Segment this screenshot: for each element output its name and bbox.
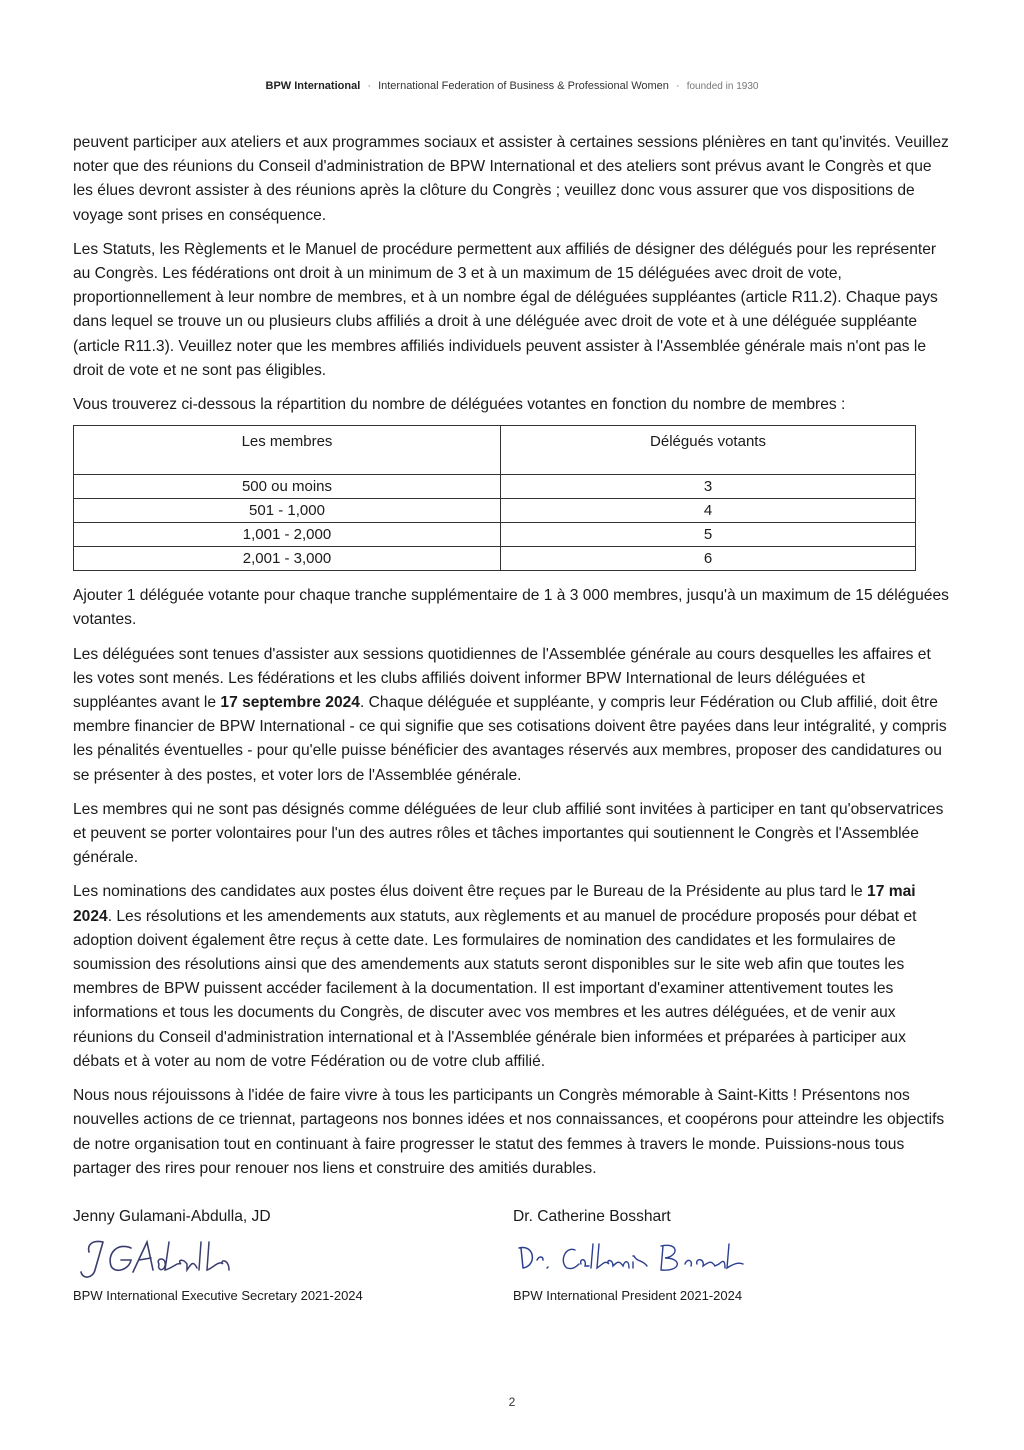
letter-body [73,131,953,1191]
paragraph-4: Ajouter 1 déléguée votante pour chaque tranche supplémentaire de 1 à 3 000 membres, jusqu'à un maximum de 15 déléguées votantes. [73,587,949,629]
paragraph-5-text-a: Les déléguées sont tenues d'assister aux sessions quotidiennes de l'Assemblée générale au cours desquelles les affaires et les votes sont menés. Les fédérations et les clubs affiliés doivent informer BPW International de leurs déléguées et suppléantes avant le [73,645,931,712]
table-cell-members: 1,001 - 2,000 [74,523,501,547]
paragraph-7-text-a: Les nominations des candidates aux postes élus doivent être reçues par le Bureau de la Présidente au plus tard le [73,883,868,901]
table-cell-delegates: 3 [501,475,916,499]
paragraph-6: Les membres qui ne sont pas désignés comme déléguées de leur club affilié sont invitées à participer en tant qu'observatrices et peuvent se porter volontaires pour l'un des autres rôles et tâches importantes qui soutiennent le Congrès et l'Assemblée générale. [73,800,944,867]
signatory-title-right: BPW International President 2021-2024 [513,1288,743,1303]
deadline-nominations: 17 mai 2024 [73,883,916,925]
table-cell-delegates: 6 [501,547,916,571]
table-cell-members: 500 ou moins [74,475,501,499]
paragraph-5 [73,643,953,788]
table-cell-delegates: 4 [501,499,916,523]
table-header-row [74,426,916,475]
table-row [74,547,916,571]
paragraph-3: Vous trouverez ci-dessous la répartition du nombre de déléguées votantes en fonction du nombre de membres : [73,396,846,414]
paragraph-2: Les Statuts, les Règlements et le Manuel de procédure permettent aux affiliés de désigner des délégués pour les représenter au Congrès. Les fédérations ont droit à un minimum de 3 et à un maximum de 15 déléguées avec droit de vote, proportionnellement à leur nombre de membres, et à un nombre égal de déléguées suppléantes (article R11.2). Chaque pays dans lequel se trouve un ou plusieurs clubs affiliés a droit à une déléguée avec droit de vote et à une déléguée suppléante (article R11.3). Veuillez noter que les membres affiliés individuels peuvent assister à l'Assemblée générale mais n'ont pas le droit de vote et ne sont pas éligibles. [73,240,938,379]
header-separator-1: · [367,80,371,92]
table-cell-members: 501 - 1,000 [74,499,501,523]
signatory-title-left: BPW International Executive Secretary 2021-2024 [73,1288,363,1303]
header-separator-2: · [675,80,680,92]
signature-right [513,1208,753,1303]
signature-left [73,1208,363,1303]
signatory-name-right: Dr. Catherine Bosshart [513,1208,671,1225]
table-cell-members: 2,001 - 3,000 [74,547,501,571]
paragraph-7 [73,880,953,1074]
delegates-table [73,425,916,571]
signatory-name-left: Jenny Gulamani-Abdulla, JD [73,1208,271,1225]
table-header-delegates: Délégués votants [501,426,916,475]
paragraph-1: peuvent participer aux ateliers et aux programmes sociaux et assister à certaines sessions plénières en tant qu'invités. Veuillez noter que des réunions du Conseil d'administration de BPW International et des ateliers sont prévus avant le Congrès et que les élues devront assister à des réunions après la clôture du Congrès ; veuillez donc vous assurer que vos dispositions de voyage sont prises en conséquence. [73,134,949,224]
handwritten-signature-left [73,1234,253,1284]
table-cell-delegates: 5 [501,523,916,547]
header-full-name: International Federation of Business & Professional Women [378,80,669,92]
paragraph-5-text-b: . Chaque déléguée et suppléante, y compris leur Fédération ou Club affilié, doit être membre financier de BPW International - ce qui signifie que ses cotisations doivent être payées dans leur intégralité, y compris les pénalités éventuelles - pour qu'elle puisse bénéficier des avantages réservés aux membres, proposer des candidatures ou se présenter à des postes, et voter lors de l'Assemblée générale. [73,694,947,784]
header-founded: founded in 1930 [686,81,759,92]
handwritten-signature-right [513,1234,753,1284]
paragraph-7-text-b: . Les résolutions et les amendements aux statuts, aux règlements et au manuel de procédure proposés pour débat et adoption doivent également être reçus à cette date. Les formulaires de nomination des candidates et les formulaires de soumission des résolutions ainsi que des amendements aux statuts seront disponibles sur le site web afin que toutes les membres de BPW puissent accéder facilement à la documentation. Il est important d'examiner attentivement toutes les informations et tous les documents du Congrès, de discuter avec vos membres et les autres déléguées, et de venir aux réunions du Conseil d'administration international et à l'Assemblée générale bien informées et préparées à participer aux débats et à voter au nom de votre Fédération ou de votre club affilié. [73,907,917,1070]
table-row [74,523,916,547]
table-row [74,475,916,499]
paragraph-8: Nous nous réjouissons à l'idée de faire vivre à tous les participants un Congrès mémorable à Saint-Kitts ! Présentons nos nouvelles actions de ce triennat, partageons nos bonnes idées et nos connaissances, et coopérons pour atteindre les objectifs de notre organisation tout en continuant à faire progresser le statut des femmes à travers le monde. Puissions-nous tous partager des rires pour renouer nos liens et construire des amitiés durables. [73,1087,945,1177]
table-header-members: Les membres [74,426,501,475]
page-number: 2 [508,1395,516,1409]
page-header [0,80,1024,92]
header-org: BPW International [265,80,361,92]
table-row [74,499,916,523]
deadline-delegates: 17 septembre 2024 [220,694,360,712]
signature-block [73,1208,953,1318]
